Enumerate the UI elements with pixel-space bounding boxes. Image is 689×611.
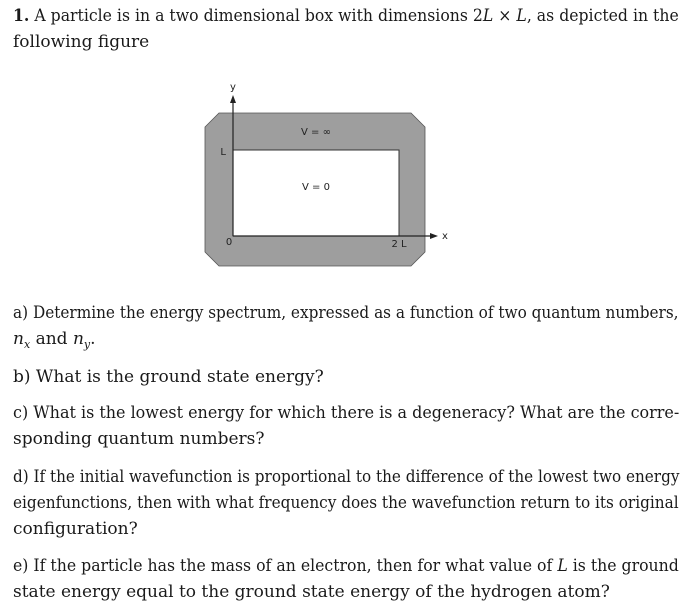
question-e-label: e) xyxy=(13,556,29,576)
question-d-text-1: If the initial wavefunction is proportional to the difference of the lowest two energy xyxy=(33,467,680,487)
y-axis-arrow-icon xyxy=(230,95,236,103)
question-e-line-2 xyxy=(13,581,610,603)
question-c-text-2: sponding quantum numbers? xyxy=(13,429,265,449)
question-c-label: c) xyxy=(13,403,29,423)
intro-line-1 xyxy=(13,5,679,27)
question-a-line-1 xyxy=(13,302,679,324)
question-a-label: a) xyxy=(13,303,29,323)
dimension-two: 2 xyxy=(472,6,483,26)
dimension-L-second: L xyxy=(516,6,527,26)
dimension-L-first: L xyxy=(482,6,494,26)
question-e-text-1a: If the particle has the mass of an electron, then for what value of xyxy=(33,556,553,576)
and-word: and xyxy=(35,329,68,349)
x-axis-label: x xyxy=(442,231,448,242)
inner-potential-label: V = 0 xyxy=(302,182,330,193)
question-d-text-3: configuration? xyxy=(13,519,138,539)
question-e-line-1 xyxy=(13,555,679,577)
ny-symbol: n xyxy=(72,329,84,349)
question-a-period: . xyxy=(90,329,96,349)
outer-potential-label: V = ∞ xyxy=(301,127,331,138)
intro-text-c: following figure xyxy=(13,32,150,52)
question-b-text: What is the ground state energy? xyxy=(35,367,324,387)
intro-line-2 xyxy=(13,31,149,53)
question-e-L-symbol: L xyxy=(557,556,568,576)
y-axis-label: y xyxy=(230,82,236,93)
question-b-line xyxy=(13,366,324,388)
origin-label: 0 xyxy=(225,237,233,248)
question-e-text-1b: is the ground xyxy=(572,556,679,576)
times-symbol: × xyxy=(498,6,512,26)
question-d-line-3 xyxy=(13,518,138,540)
nx-subscript: x xyxy=(23,338,31,351)
question-d-label: d) xyxy=(13,467,29,487)
question-c-line-2 xyxy=(13,428,265,450)
question-d-line-1 xyxy=(13,466,679,488)
question-d-line-2 xyxy=(13,492,679,514)
question-c-line-1 xyxy=(13,402,679,424)
box-figure xyxy=(195,80,448,275)
ny-subscript: y xyxy=(83,338,91,351)
question-d-text-2: eigenfunctions, then with what frequency does the wavefunction return to its original xyxy=(13,493,679,513)
question-a-text: Determine the energy spectrum, expressed as a function of two quantum numbers, xyxy=(32,303,679,323)
nx-symbol: n xyxy=(13,329,24,349)
intro-text-a: A particle is in a two dimensional box with dimensions xyxy=(34,6,468,26)
question-b-label: b) xyxy=(13,367,31,387)
intro-text-b: , as depicted in the xyxy=(526,6,679,26)
zero-potential-region xyxy=(233,150,399,236)
x-axis-arrow-icon xyxy=(430,233,438,239)
question-c-text-1: What is the lowest energy for which there is a degeneracy? What are the corre- xyxy=(33,403,680,423)
question-e-text-2: state energy equal to the ground state energy of the hydrogen atom? xyxy=(13,582,610,602)
question-a-line-2 xyxy=(13,328,96,356)
y-tick-L: L xyxy=(220,147,226,158)
x-tick-2L: 2 L xyxy=(391,239,407,250)
problem-number: 1. xyxy=(13,6,30,26)
